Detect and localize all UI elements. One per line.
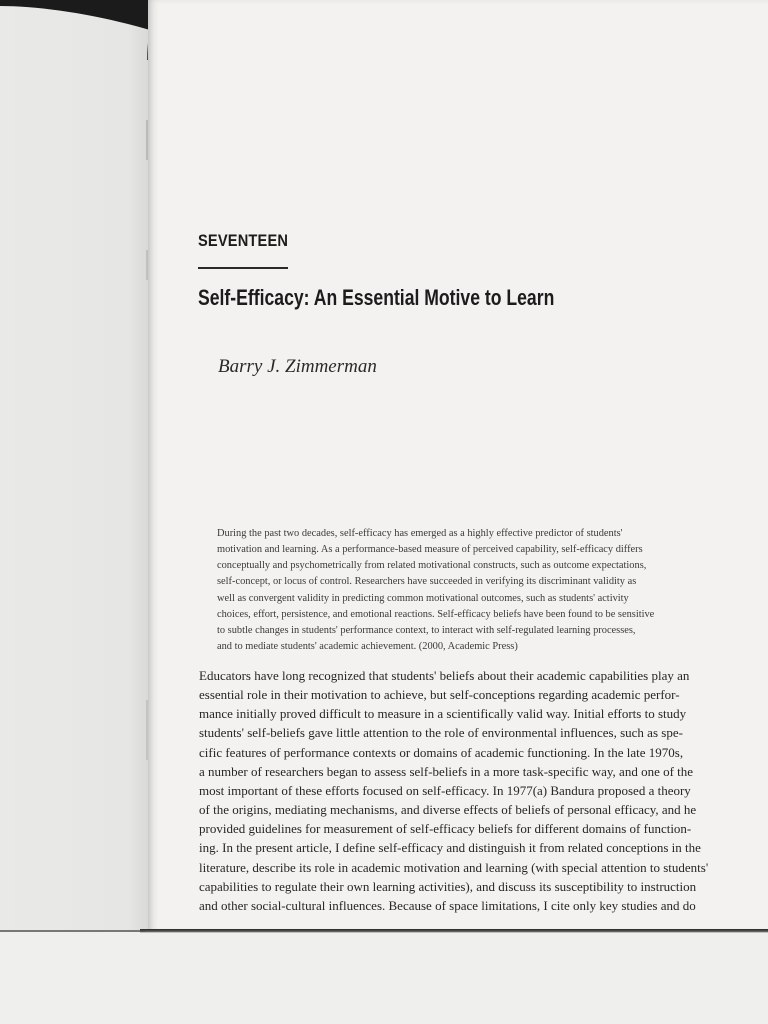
- body-line: mance initially proved difficult to measure in a scientifically valid way. Initial efforts to study: [199, 706, 687, 722]
- binding-mark: [146, 700, 148, 760]
- page-bottom-edge: [140, 929, 768, 933]
- facing-page-margin: [0, 0, 150, 935]
- chapter-title: Self-Efficacy: An Essential Motive to Learn: [198, 285, 555, 310]
- body-line: ing. In the present article, I define self-efficacy and distinguish it from related conceptions in the: [199, 840, 701, 856]
- abstract: [217, 526, 699, 655]
- body-line: literature, describe its role in academic motivation and learning (with special attention to students': [199, 859, 709, 875]
- body-line: provided guidelines for measurement of self-efficacy beliefs for different domains of function-: [199, 821, 692, 837]
- binding-mark: [146, 120, 148, 160]
- body-paragraph: [199, 666, 721, 915]
- body-line: essential role in their motivation to achieve, but self-conceptions regarding academic perfor-: [199, 687, 680, 703]
- binding-mark: [146, 250, 148, 280]
- body-line: a number of researchers began to assess self-beliefs in a more task-specific way, and one of the: [199, 763, 694, 779]
- chapter-rule: [198, 267, 288, 269]
- chapter-number: SEVENTEEN: [198, 231, 289, 250]
- body-line: Educators have long recognized that students' beliefs about their academic capabilities play an: [199, 668, 690, 683]
- abstract-line: conceptually and psychometrically from related motivational constructs, such as outcome expectations,: [217, 560, 647, 572]
- page-edge-left: [0, 930, 145, 932]
- body-line: capabilities to regulate their own learning activities), and discuss its susceptibility to instruction: [199, 878, 697, 894]
- abstract-line: well as convergent validity in predicting common motivational outcomes, such as students' activity: [217, 592, 629, 604]
- scanner-bed: [0, 932, 768, 1024]
- body-line: students' self-beliefs gave little attention to the role of environmental influences, such as spe-: [199, 725, 683, 741]
- body-line: and other social-cultural influences. Because of space limitations, I cite only key studies and do: [199, 897, 696, 913]
- abstract-line: and to mediate students' academic achievement. (2000, Academic Press): [217, 641, 518, 653]
- abstract-line: motivation and learning. As a performance-based measure of perceived capability, self-efficacy differs: [217, 544, 643, 556]
- abstract-line: to subtle changes in students' performance context, to interact with self-regulated learning processes,: [217, 624, 636, 636]
- body-line: of the origins, mediating mechanisms, and diverse effects of beliefs of personal efficacy, and he: [199, 802, 697, 818]
- body-line: cific features of performance contexts or domains of academic functioning. In the late 1970s,: [199, 744, 684, 760]
- abstract-line: choices, effort, persistence, and emotional reactions. Self-efficacy beliefs have been found to be sensitive: [217, 608, 655, 620]
- abstract-line: self-concept, or locus of control. Researchers have succeeded in verifying its discriminant validity as: [217, 576, 637, 588]
- body-line: most important of these efforts focused on self-efficacy. In 1977(a) Bandura proposed a theory: [199, 782, 691, 798]
- abstract-line: During the past two decades, self-efficacy has emerged as a highly effective predictor of students': [217, 528, 623, 539]
- author-name: Barry J. Zimmerman: [218, 356, 377, 377]
